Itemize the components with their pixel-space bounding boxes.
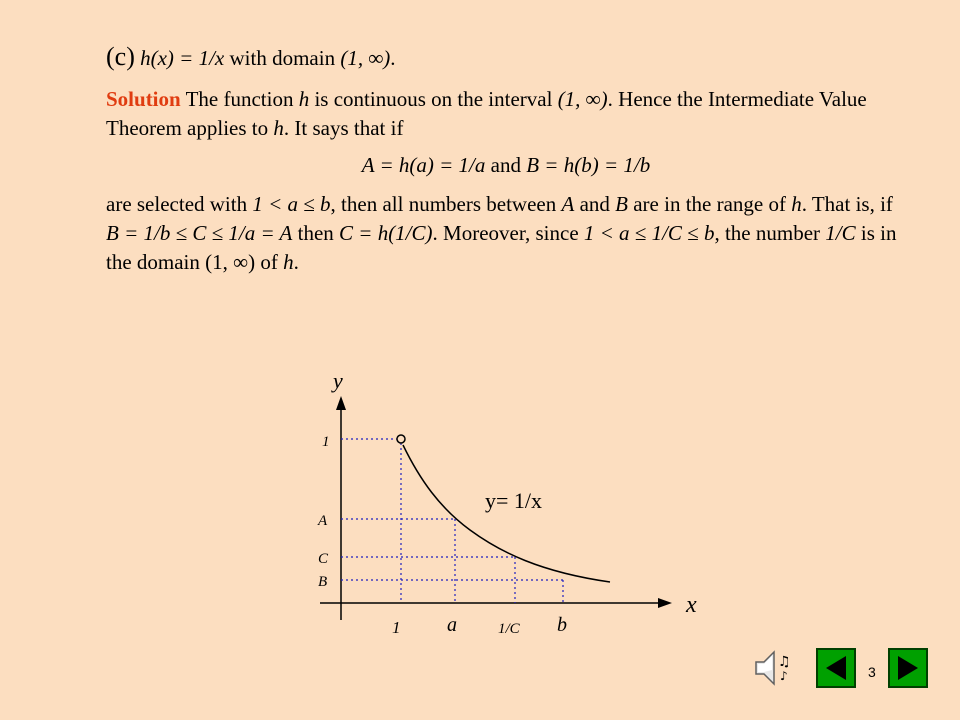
text: is in the domain: [106, 221, 897, 274]
text: are selected with: [106, 192, 253, 216]
svg-text:♫: ♫: [778, 654, 791, 670]
condition: 1 < a ≤ 1/C ≤ b: [583, 221, 715, 245]
var-A: A: [561, 192, 575, 216]
equation: [106, 151, 906, 180]
curve: [403, 445, 610, 582]
heading-mid: with domain: [224, 46, 341, 70]
text: is continuous on the interval: [309, 87, 558, 111]
next-button[interactable]: [888, 648, 928, 688]
var-1-over-C: 1/C: [825, 221, 856, 245]
text: . Hence the Intermediate Value Theorem applies to: [106, 87, 867, 140]
text: .: [293, 250, 299, 274]
x-tick-b: b: [557, 614, 567, 636]
page-number: 3: [868, 664, 876, 680]
part-label: (c): [106, 42, 135, 71]
text: are in the range of: [627, 192, 792, 216]
heading: [106, 42, 906, 73]
text-h: h: [273, 116, 284, 140]
x-tick-a: a: [447, 614, 457, 636]
explanation-paragraph: [106, 190, 906, 277]
solution-paragraph: [106, 85, 906, 143]
y-tick-A: A: [318, 513, 328, 529]
curve-label: y= 1/x: [485, 488, 543, 513]
speaker-icon[interactable]: [752, 646, 796, 690]
text: The function: [180, 87, 299, 111]
y-tick-B: B: [318, 574, 328, 590]
guide-lines: [341, 439, 563, 603]
heading-end: .: [390, 46, 396, 70]
text: . That is, if: [801, 192, 893, 216]
x-axis-arrow: [658, 598, 672, 608]
text: of: [255, 250, 284, 274]
condition: C = h(1/C): [339, 221, 433, 245]
prev-arrow-icon: [818, 650, 854, 686]
x-tick-1: 1: [392, 618, 401, 637]
text: then: [292, 221, 340, 245]
text-h: h: [283, 250, 294, 274]
text-h: h: [791, 192, 802, 216]
y-tick-C: C: [318, 551, 329, 567]
text: , then all numbers between: [330, 192, 562, 216]
solution-label: Solution: [106, 87, 181, 111]
text: , the number: [714, 221, 826, 245]
graph: [300, 360, 697, 640]
y-axis-label: y: [333, 368, 343, 393]
text: and: [485, 153, 527, 177]
text: . Moreover, since: [432, 221, 584, 245]
domain: (1, ∞): [340, 46, 391, 70]
equation-b: B = h(b) = 1/b: [526, 153, 651, 177]
svg-text:♪: ♪: [780, 669, 788, 683]
prev-button[interactable]: [816, 648, 856, 688]
text: . It says that if: [283, 116, 404, 140]
open-endpoint: [397, 435, 405, 443]
interval: (1, ∞): [557, 87, 608, 111]
y-tick-1: 1: [322, 434, 330, 450]
condition: 1 < a ≤ b: [252, 192, 331, 216]
slide-text: [106, 42, 906, 285]
x-tick-1C: 1/C: [498, 621, 520, 637]
text-h: h: [298, 87, 310, 111]
x-axis-label: x: [686, 592, 697, 618]
var-B: B: [615, 192, 628, 216]
condition: B = 1/b ≤ C ≤ 1/a = A: [106, 221, 293, 245]
text: and: [574, 192, 616, 216]
equation-a: A = h(a) = 1/a: [361, 153, 486, 177]
domain: (1, ∞): [205, 250, 256, 274]
next-arrow-icon: [890, 650, 926, 686]
y-axis-arrow: [336, 396, 346, 410]
function-def: h(x) = 1/x: [140, 46, 225, 70]
